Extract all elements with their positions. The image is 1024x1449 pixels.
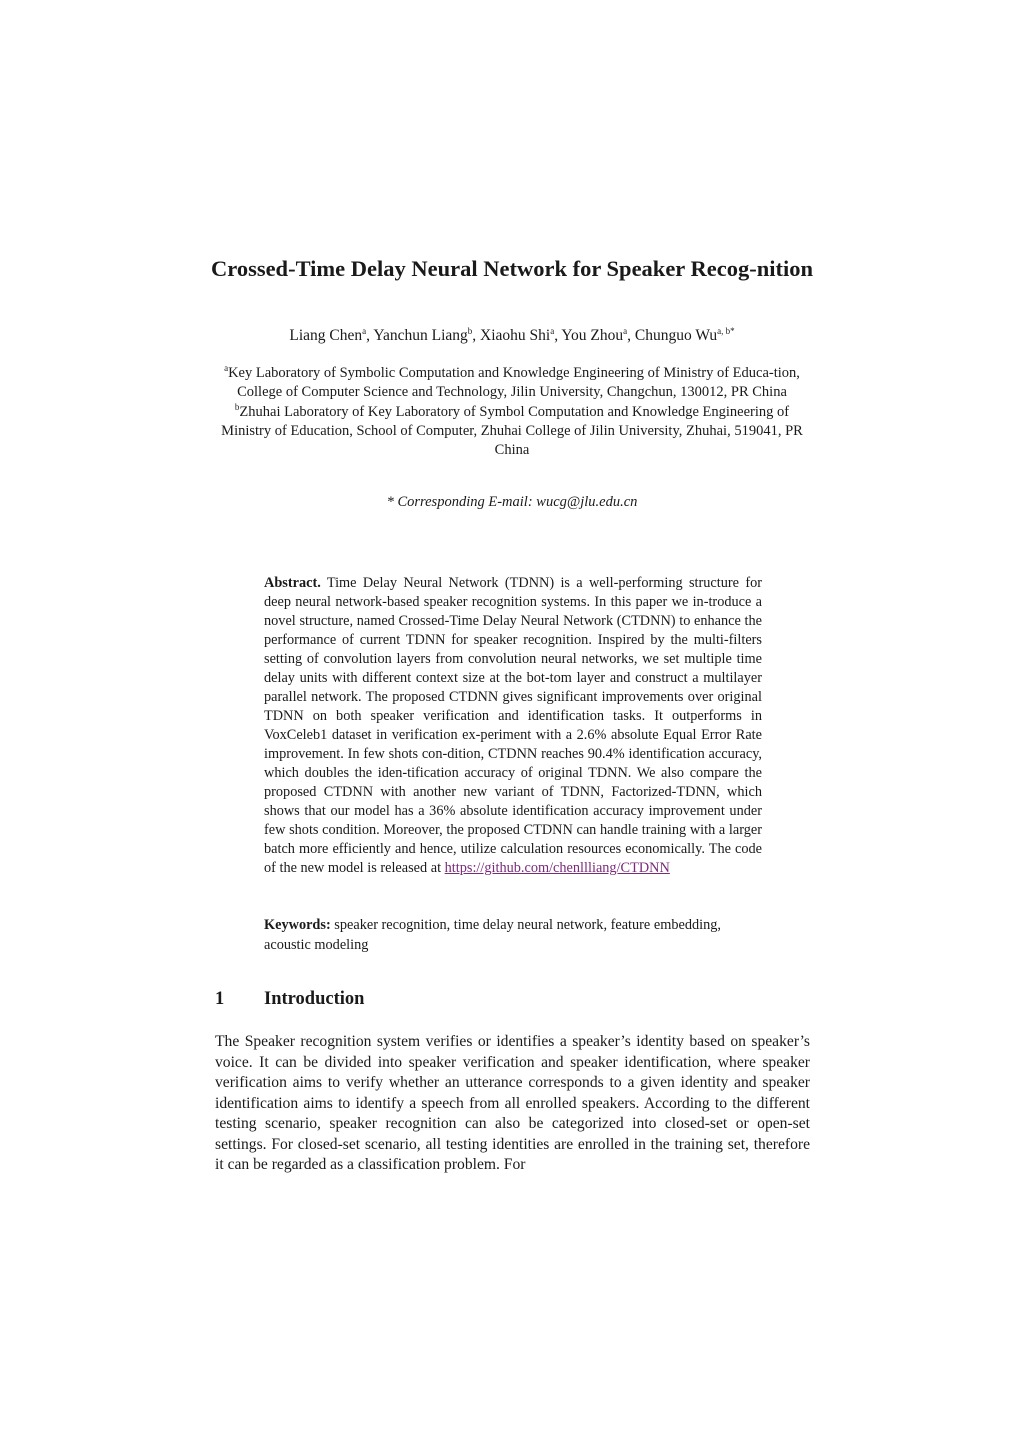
introduction-paragraph: The Speaker recognition system verifies or identifies a speaker’s identity based on speaker’s voice. It can be divided into speaker verification and speaker identification, where speaker verification aims to verify whether an utterance corresponds to a given identity and speaker identification aims to identify a speech from all enrolled speakers. According to the different testing scenario, speaker recognition can also be categorized into closed-set or open-set settings. For closed-set scenario, all testing identities are enrolled in the training set, therefore it can be regarded as a classification problem. For — [215, 1033, 810, 1173]
corresponding-email: * Corresponding E-mail: wucg@jlu.edu.cn — [386, 494, 638, 510]
affiliation-text: Key Laboratory of Symbolic Computation and Knowledge Engineering of Ministry of Educa-tion, College of Computer Science and Technology, Jilin University, Changchun, 130012, PR China — [228, 365, 800, 401]
affiliation-b — [212, 403, 812, 461]
author — [635, 327, 735, 344]
author-affil-mark: a — [362, 325, 367, 336]
code-link[interactable]: https://github.com/chenllliang/CTDNN — [444, 860, 670, 876]
abstract-text: Time Delay Neural Network (TDNN) is a well-performing structure for deep neural network-based speaker recognition systems. In this paper we in-troduce a novel structure, named Crossed-Time Delay Neural Network (CTDNN) to enhance the performance of current TDNN for speaker recognition. Inspired by the multi-filters setting of convolution layers from convolution neural networks, we set multiple time delay units with different context size at the bot-tom layer and construct a multilayer parallel network. The proposed CTDNN gives significant improvements over original TDNN on both speaker verification and identification tasks. It outperforms in VoxCeleb1 dataset in verification ex-periment with a 2.6% absolute Equal Error Rate improvement. In few shots con-dition, CTDNN reaches 90.4% identification accuracy, which doubles the iden-tification accuracy of original TDNN. We also compare the proposed CTDNN with another new variant of TDNN, Factorized-TDNN, which shows that our model has a 36% absolute identification accuracy improvement under few shots condition. Moreover, the proposed CTDNN can handle training with a larger batch more efficiently and hence, utilize calculation resources economically. The code of the new model is released at — [264, 575, 762, 876]
author-affil-mark: a — [550, 325, 555, 336]
author-separator: , — [366, 327, 374, 344]
affiliation-text: Zhuhai Laboratory of Key Laboratory of Symbol Computation and Knowledge Engineering of Ministry of Education, School of Computer, Zhuhai College of Jilin University, Zhuhai, 519041, PR China — [221, 403, 803, 459]
author-separator: , — [554, 327, 562, 344]
author-separator: , — [472, 327, 481, 344]
affiliation-mark: b — [234, 401, 240, 412]
author-name: Chunguo Wu — [634, 327, 718, 344]
affiliations — [212, 364, 812, 460]
author-name: Xiaohu Shi — [480, 327, 551, 344]
keywords — [264, 915, 762, 955]
author-name: Yanchun Liang — [373, 327, 468, 344]
abstract-label: Abstract. — [264, 575, 321, 591]
abstract — [264, 574, 762, 878]
section-title: Introduction — [264, 989, 365, 1009]
author-affil-mark: a, b* — [717, 325, 735, 336]
keywords-text: speaker recognition, time delay neural network, feature embedding, acoustic modeling — [264, 917, 721, 953]
author-affil-mark: a — [623, 325, 628, 336]
author-separator: , — [627, 327, 635, 344]
section-heading — [215, 988, 364, 1010]
author — [289, 327, 373, 344]
author — [480, 327, 561, 344]
author — [561, 327, 635, 344]
author-list — [170, 326, 854, 346]
author-name: You Zhou — [561, 327, 624, 344]
affiliation-a — [212, 364, 812, 403]
author-affil-mark: b — [467, 325, 473, 336]
keywords-label: Keywords: — [264, 917, 331, 933]
paper-title: Crossed-Time Delay Neural Network for Speaker Recog-nition — [210, 256, 814, 281]
author — [373, 327, 480, 344]
affiliation-mark: a — [224, 363, 229, 374]
section-number: 1 — [215, 989, 225, 1009]
author-name: Liang Chen — [289, 327, 363, 344]
